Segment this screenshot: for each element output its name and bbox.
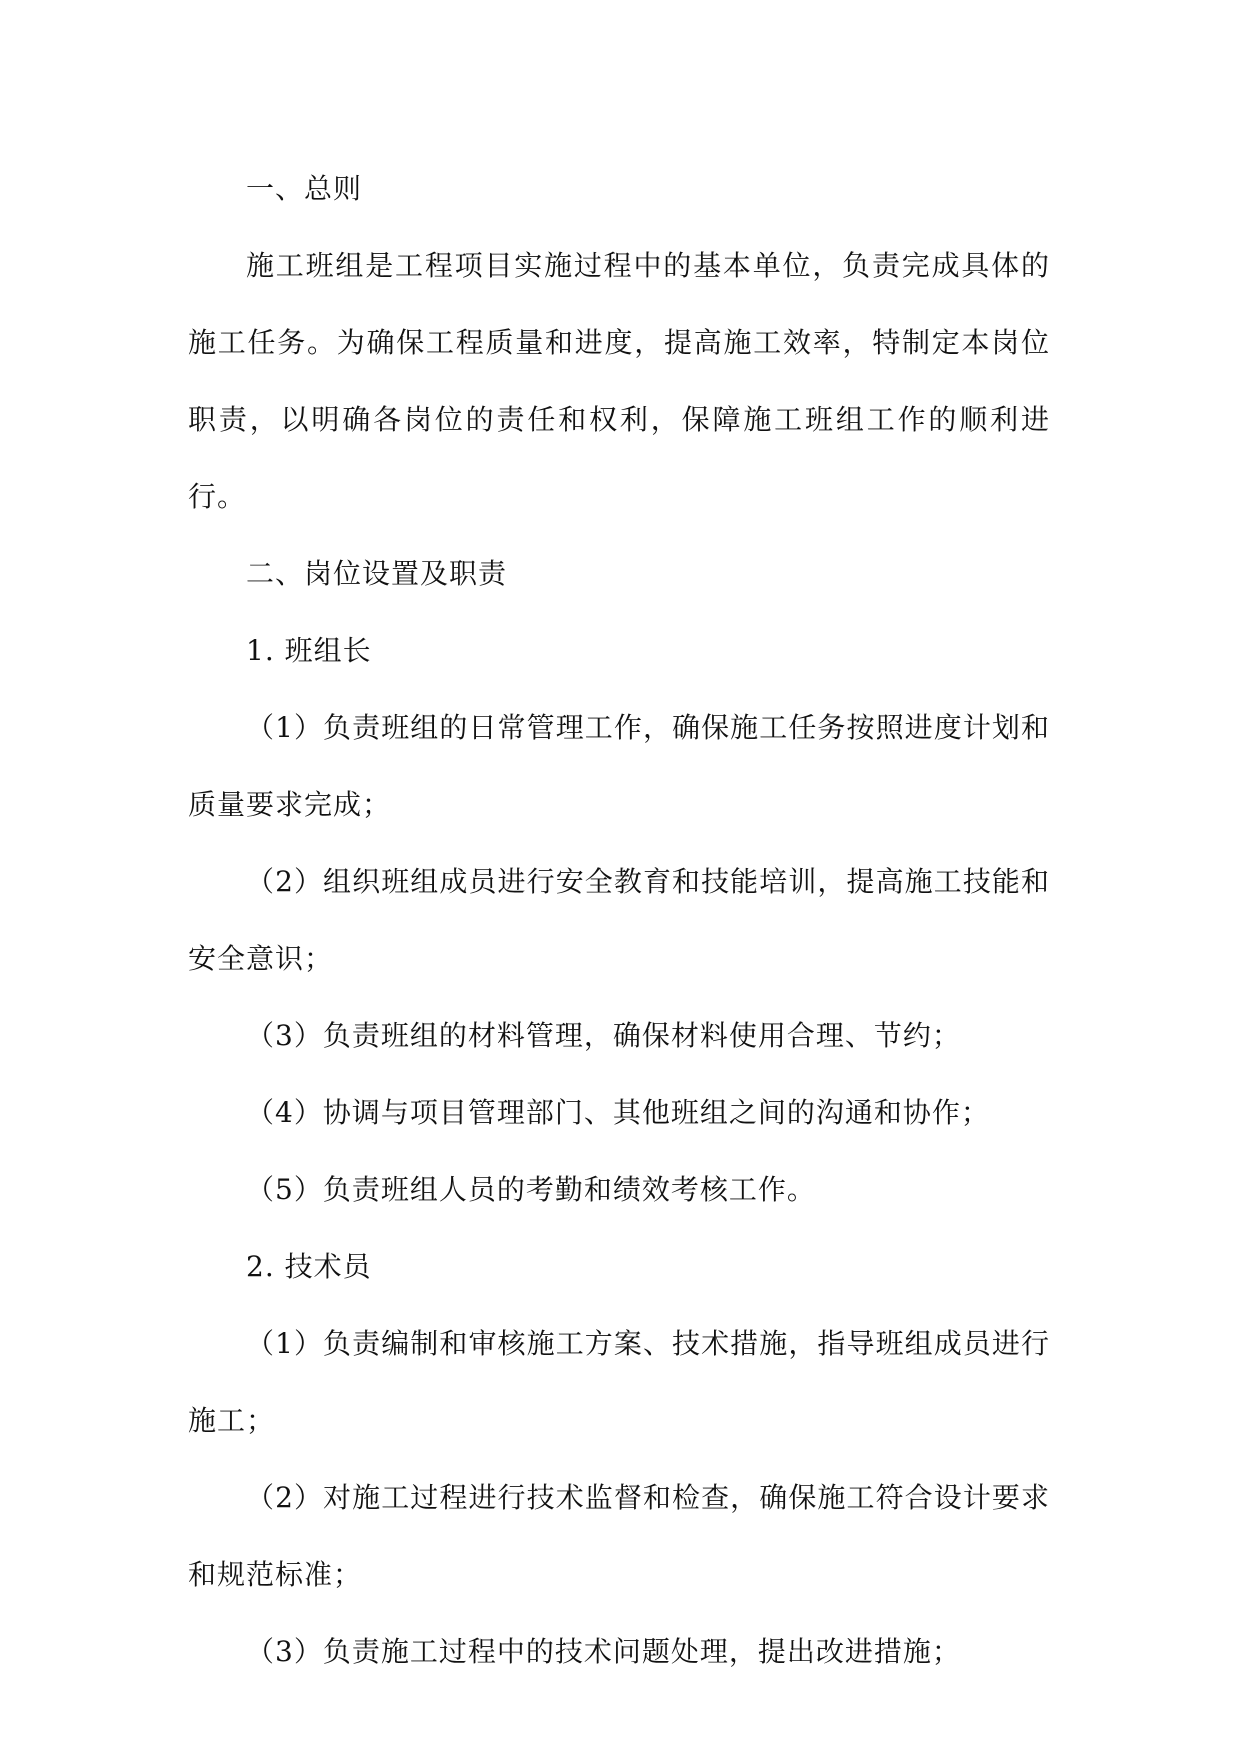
role-title-technician: 2. 技术员 (246, 1250, 372, 1283)
team-leader-duty-4: （4）协调与项目管理部门、其他班组之间的沟通和协作； (246, 1096, 990, 1129)
technician-duty-3: （3）负责施工过程中的技术问题处理，提出改进措施； (246, 1635, 961, 1668)
team-leader-duty-2: （2）组织班组成员进行安全教育和技能培训，提高施工技能和安全意识； (188, 865, 1050, 975)
section-heading-general: 一、总则 (246, 172, 363, 205)
team-leader-duty-1: （1）负责班组的日常管理工作，确保施工任务按照进度计划和质量要求完成； (188, 711, 1050, 821)
team-leader-duty-3: （3）负责班组的材料管理，确保材料使用合理、节约； (246, 1019, 961, 1052)
technician-duty-1: （1）负责编制和审核施工方案、技术措施，指导班组成员进行施工； (188, 1327, 1050, 1437)
document-body (188, 150, 1050, 1690)
general-paragraph: 施工班组是工程项目实施过程中的基本单位，负责完成具体的施工任务。为确保工程质量和进度，提高施工效率，特制定本岗位职责，以明确各岗位的责任和权利，保障施工班组工作的顺利进行。 (188, 249, 1050, 513)
section-heading-positions: 二、岗位设置及职责 (246, 557, 508, 590)
technician-duty-2: （2）对施工过程进行技术监督和检查，确保施工符合设计要求和规范标准； (188, 1481, 1050, 1591)
role-title-team-leader: 1. 班组长 (246, 634, 372, 667)
team-leader-duty-5: （5）负责班组人员的考勤和绩效考核工作。 (246, 1173, 816, 1206)
